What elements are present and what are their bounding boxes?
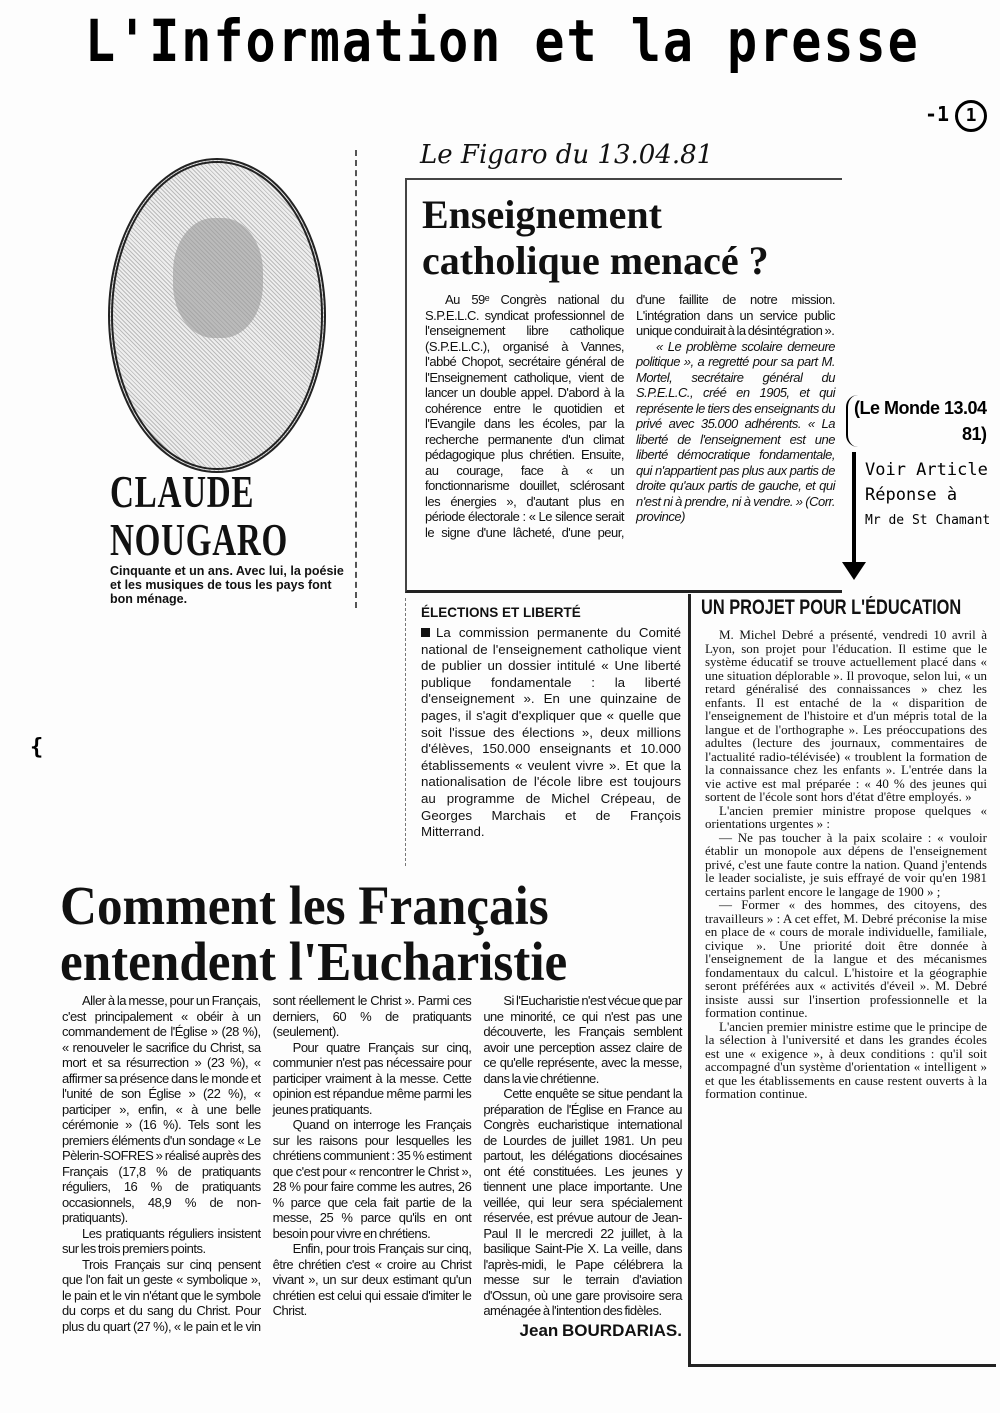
headline-line-1: Comment les Français	[60, 875, 549, 936]
byline: Jean BOURDARIAS.	[519, 1320, 682, 1340]
article-body	[425, 292, 835, 540]
margin-mark: {	[30, 735, 44, 760]
paragraph: Trois Français sur cinq pensent que l'on fait un geste « symbolique », le pain et le vin n'étant que le symbole du corps et du sang du Christ. Pour plus du quart (27 %), « le pain et le vin sont réellement le Christ ». Parmi ces derniers, 60 % de pratiquants (seulement).	[62, 993, 472, 1334]
portrait-photo	[108, 158, 326, 473]
handwritten-title: L'Information et la presse	[85, 8, 920, 75]
portrait-caption: Cinquante et un ans. Avec lui, la poésie et les musiques de tous les pays font bon ménage.	[110, 564, 344, 606]
note-line: Mr de St Chamant	[865, 513, 991, 528]
portrait-face	[173, 218, 263, 338]
arrow-head-icon	[842, 562, 866, 580]
handwritten-arrow	[852, 452, 856, 570]
paragraph: Pour quatre Français sur cinq, communier n'est pas nécessaire pour participer vraiment à la messe. Cette opinion est répandue même parmi les jeunes pratiquants.	[272, 1039, 472, 1117]
article-headline	[422, 192, 769, 284]
paragraph: Au 59ᵉ Congrès national du S.P.E.L.C. syndicat professionnel de l'enseignement libre catholique (S.P.E.L.C.), organisé à Vannes, l'abbé Chopot, secrétaire général de l'Enseignement catholique, vient de lancer un double appel. D'abord à la cohérence entre le quotidien et l'Evangile dans les écoles, par la recherche permanente d'un climat pédagogique plus chrétien. Ensuite, au courage, face à « un fonctionnarisme douillet, sclérosant les énergies », d'autant plus en période électorale : « Le silence serait le signe d'une lâcheté, d'une peur, d'une faillite de notre mission. L'intégration dans un service public unique conduirait à la désintégration ».	[425, 292, 835, 540]
projet-body	[705, 628, 987, 1101]
portrait-name	[110, 468, 288, 564]
headline-line-2: catholique menacé ?	[422, 238, 769, 283]
paragraph: M. Michel Debré a présenté, vendredi 10 avril à Lyon, son projet pour l'éducation. Il estime que le système éducatif se trouve actuellement placé dans « une situation déplorable ». Il provoque, selon lui, « un retard généralisé des connaissances » chez les enfants. Il est entaché de la « disparition de l'enseignement de l'histoire et d'un mépris total de la langue et de l'orthographe ». Les préoccupations des adultes (lecture des journaux, commentaires de l'actualité radio-télévisée) « troublent la formation de la connaissance chez les enfants ». L'entrée dans la vie active est mal préparée : « 40 % des jeunes qui sortent de l'école sont hors d'état d'être employés. »	[705, 627, 987, 804]
note-line: (Le Monde 13.04	[854, 398, 987, 418]
page-number-text: -1	[925, 102, 950, 126]
handwritten-le-monde-note	[846, 395, 987, 447]
paragraph: L'ancien premier ministre propose quelques « orientations urgentes » :	[705, 802, 987, 831]
paragraph: Enfin, pour trois Français sur cinq, être chrétien c'est « croire au Christ vivant », un sur deux estimant qu'un chrétien est celui qui essaie d'imiter le Christ.	[272, 1241, 472, 1318]
paragraph: — Former « des hommes, des citoyens, des travailleurs » : A cet effet, M. Debré préconise la mise en place de « cours de morale individuelle, familiale, civique ». Une priorité doit être donnée à l'enseignement de la langue et des mécanismes fondamentaux du calcul. L'histoire et la géographie seront préférées aux « activités d'éveil ». M. Debré insiste aussi sur l'insertion professionnelle et la formation continue.	[705, 897, 987, 1020]
portrait-clipping	[100, 150, 357, 608]
bullet-square-icon	[421, 628, 430, 637]
page-number	[925, 100, 987, 132]
handwritten-source: Le Figaro du 13.04.81	[420, 140, 714, 170]
article-elections	[405, 598, 688, 866]
headline-line-1: Enseignement	[422, 192, 662, 237]
elections-text: La commission permanente du Comité national de l'enseignement catholique vient de publier un dossier intitulé « Une liberté publique fondamentale : la liberté d'enseignement ». En une quinzaine de pages, il s'agit d'expliquer que « quelle que soit l'issue des élections », deux millions d'élèves, 150.000 enseignants et 10.000 établissements « veulent vivre ». Et que la nationalisation de l'école libre est toujours au programme de Michel Crépeau, de Georges Marchais et de François Mitterrand.	[421, 625, 681, 840]
paragraph: — Ne pas toucher à la paix scolaire : « vouloir établir un monopole aux dépens de l'enseignement privé, c'est une faute contre la nation. Quand j'entends le leader socialiste, je suis effrayé de voir qu'en 1981 certains parlent encore le langage de 1900 » ;	[705, 829, 987, 899]
paragraph: Quand on interroge les Français sur les raisons pour lesquelles les chrétiens communient : 35 % estiment que c'est pour « rencontrer le Christ », 28 % pour faire comme les autres, 26 % parce que cela fait partie de la messe, 25 % parce qu'ils en ont besoin pour vivre en chrétiens.	[272, 1117, 472, 1241]
paragraph: L'ancien premier ministre estime que le principe de la sélection à l'université et dans les grandes écoles est une « exigence », à deux conditions : qu'il soit accompagné d'un système d'orientation « intelligent » et que les établissements en cause restent ouverts à la formation continue.	[705, 1018, 987, 1101]
paragraph: « Le problème scolaire demeure politique », a regretté pour sa part M. Mortel, secrétaire général du S.P.E.L.C., créé en 1905, et qui représente le tiers des enseignants du privé avec 35.000 adhérents. « La liberté de l'enseignement est une liberté démocratique fondamentale, qui n'appartient pas plus aux partis de droite qu'aux partis de gauche, et qui n'est ni à prendre, ni à vendre. » (Corr. province)	[636, 338, 835, 524]
name-line-2: NOUGARO	[110, 514, 289, 565]
circled-number: 1	[955, 100, 987, 132]
paragraph: Cette enquête se situe pendant la préparation de l'Église en France au Congrès eucharistique international de Lourdes de juillet 1981. Un peu partout, les délégations diocésaines ont été constituées. Les jeunes y tiennent une place importante. Une veillée, qui leur sera spécialement réservée, est prévue autour de Jean-Paul II le mercredi 22 juillet, à la basilique Saint-Pie X. La veille, dans l'après-midi, le Pape célébrera la messe sur le terrain d'aviation d'Ossun, où une gare provisoire sera aménagée à l'intention des fidèles.	[483, 1086, 682, 1318]
note-line: Voir Article	[865, 460, 988, 480]
elections-heading: ÉLECTIONS ET LIBERTÉ	[421, 605, 581, 620]
handwritten-voir-note	[865, 458, 990, 533]
note-line: Réponse à	[865, 485, 958, 505]
paragraph: Aller à la messe, pour un Français, c'est principalement « obéir à un commandement de l'Église » (28 %), « renouveler le sacrifice du Christ, sa mort et sa résurrection » (23 %), « affirmer sa présence dans le monde et l'unité de son Église » (22 %), « participer », enfin, « à une belle cérémonie » (16 %). Tels sont les premiers éléments d'un sondage « Le Pèlerin-SOFRES » réalisé auprès des Français (17,8 % de pratiquants réguliers, 16 % de pratiquants occasionnels, 48,9 % de non-pratiquants).	[62, 993, 261, 1225]
headline-line-2: entendent l'Eucharistie	[60, 931, 568, 992]
eucharistie-headline	[60, 875, 568, 992]
article-projet-education	[688, 594, 996, 1367]
elections-body	[421, 625, 681, 841]
note-line: 81)	[962, 424, 987, 444]
paragraph: Les pratiquants réguliers insistent sur les trois premiers points.	[62, 1225, 261, 1256]
paragraph: Si l'Eucharistie n'est vécue que par une minorité, ce qui n'est pas une découverte, les Français semblent avoir une perception assez claire de ce qu'elle représente, avec la messe, dans la vie chrétienne.	[483, 993, 682, 1086]
article-enseignement	[405, 178, 842, 593]
eucharistie-body	[62, 993, 682, 1338]
name-line-1: CLAUDE	[110, 466, 255, 517]
projet-heading: UN PROJET POUR L'ÉDUCATION	[701, 596, 962, 619]
